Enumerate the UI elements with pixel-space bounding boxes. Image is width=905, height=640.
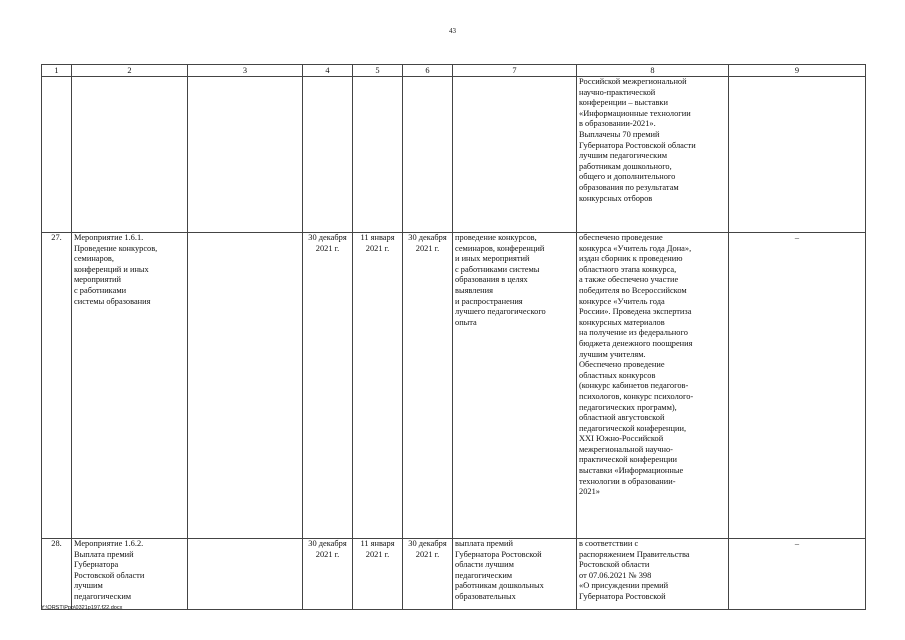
measure-cell: Мероприятие 1.6.2. Выплата премий Губернатора Ростовской области лучшим педагогическим [72,539,188,610]
row-number: 28. [42,539,72,610]
table-row [42,233,866,539]
problems-cell [729,77,866,233]
expected-result-cell [453,77,577,233]
col-header-9: 9 [729,65,866,77]
actual-result-cell: в соответствии с распоряжением Правительства Ростовской области от 07.06.2021 № 398 «О присуждении премий Губернатора Ростовской [577,539,729,610]
responsible-cell [188,539,303,610]
start-date-cell [353,77,403,233]
end-date-cell: 30 декабря 2021 г. [403,539,453,610]
problems-cell: – [729,539,866,610]
file-path-footer: Y:\ORST\Ppo\0321p197.f22.docx [41,605,123,611]
report-table [41,64,866,610]
col-header-6: 6 [403,65,453,77]
start-date-cell: 11 января 2021 г. [353,233,403,539]
actual-result-cell: обеспечено проведение конкурса «Учитель года Дона», издан сборник к проведению областного этапа конкурса, а также обеспечено участие победителя во Всероссийском конкурсе «Учитель года России». Проведена экспертиза конкурсных материалов на получение из федерального бюджета денежного поощрения лучшим учителям. Обеспечено проведение областных конкурсов (конкурс кабинетов педагогов- психологов, конкурс психолого- педагогических программ), областной августовской педагогической конференции, XXI Южно-Российской межрегиональной научно- практической конференции выставки «Информационные технологии в образовании- 2021» [577,233,729,539]
problems-cell: – [729,233,866,539]
responsible-cell [188,233,303,539]
expected-result-cell: проведение конкурсов, семинаров, конференций и иных мероприятий с работниками системы образования в целях выявления и распространения лучшего педагогического опыта [453,233,577,539]
end-date-cell: 30 декабря 2021 г. [403,233,453,539]
col-header-7: 7 [453,65,577,77]
col-header-5: 5 [353,65,403,77]
header-row [42,65,866,77]
table-row [42,77,866,233]
actual-result-cell: Российской межрегиональной научно-практической конференции – выставки «Информационные технологии в образовании-2021». Выплачены 70 премий Губернатора Ростовской области лучшим педагогическим работникам дошкольного, общего и дополнительного образования по результатам конкурсных отборов [577,77,729,233]
start-date-cell: 11 января 2021 г. [353,539,403,610]
col-header-8: 8 [577,65,729,77]
measure-cell: Мероприятие 1.6.1. Проведение конкурсов, семинаров, конференций и иных мероприятий с работниками системы образования [72,233,188,539]
row-number [42,77,72,233]
col-header-4: 4 [303,65,353,77]
page-number: 43 [449,27,456,35]
table-row [42,539,866,610]
end-date-cell [403,77,453,233]
plan-date-cell: 30 декабря 2021 г. [303,539,353,610]
measure-cell [72,77,188,233]
row-number: 27. [42,233,72,539]
plan-date-cell [303,77,353,233]
col-header-2: 2 [72,65,188,77]
responsible-cell [188,77,303,233]
expected-result-cell: выплата премий Губернатора Ростовской области лучшим педагогическим работникам дошкольных образовательных [453,539,577,610]
col-header-3: 3 [188,65,303,77]
plan-date-cell: 30 декабря 2021 г. [303,233,353,539]
col-header-1: 1 [42,65,72,77]
